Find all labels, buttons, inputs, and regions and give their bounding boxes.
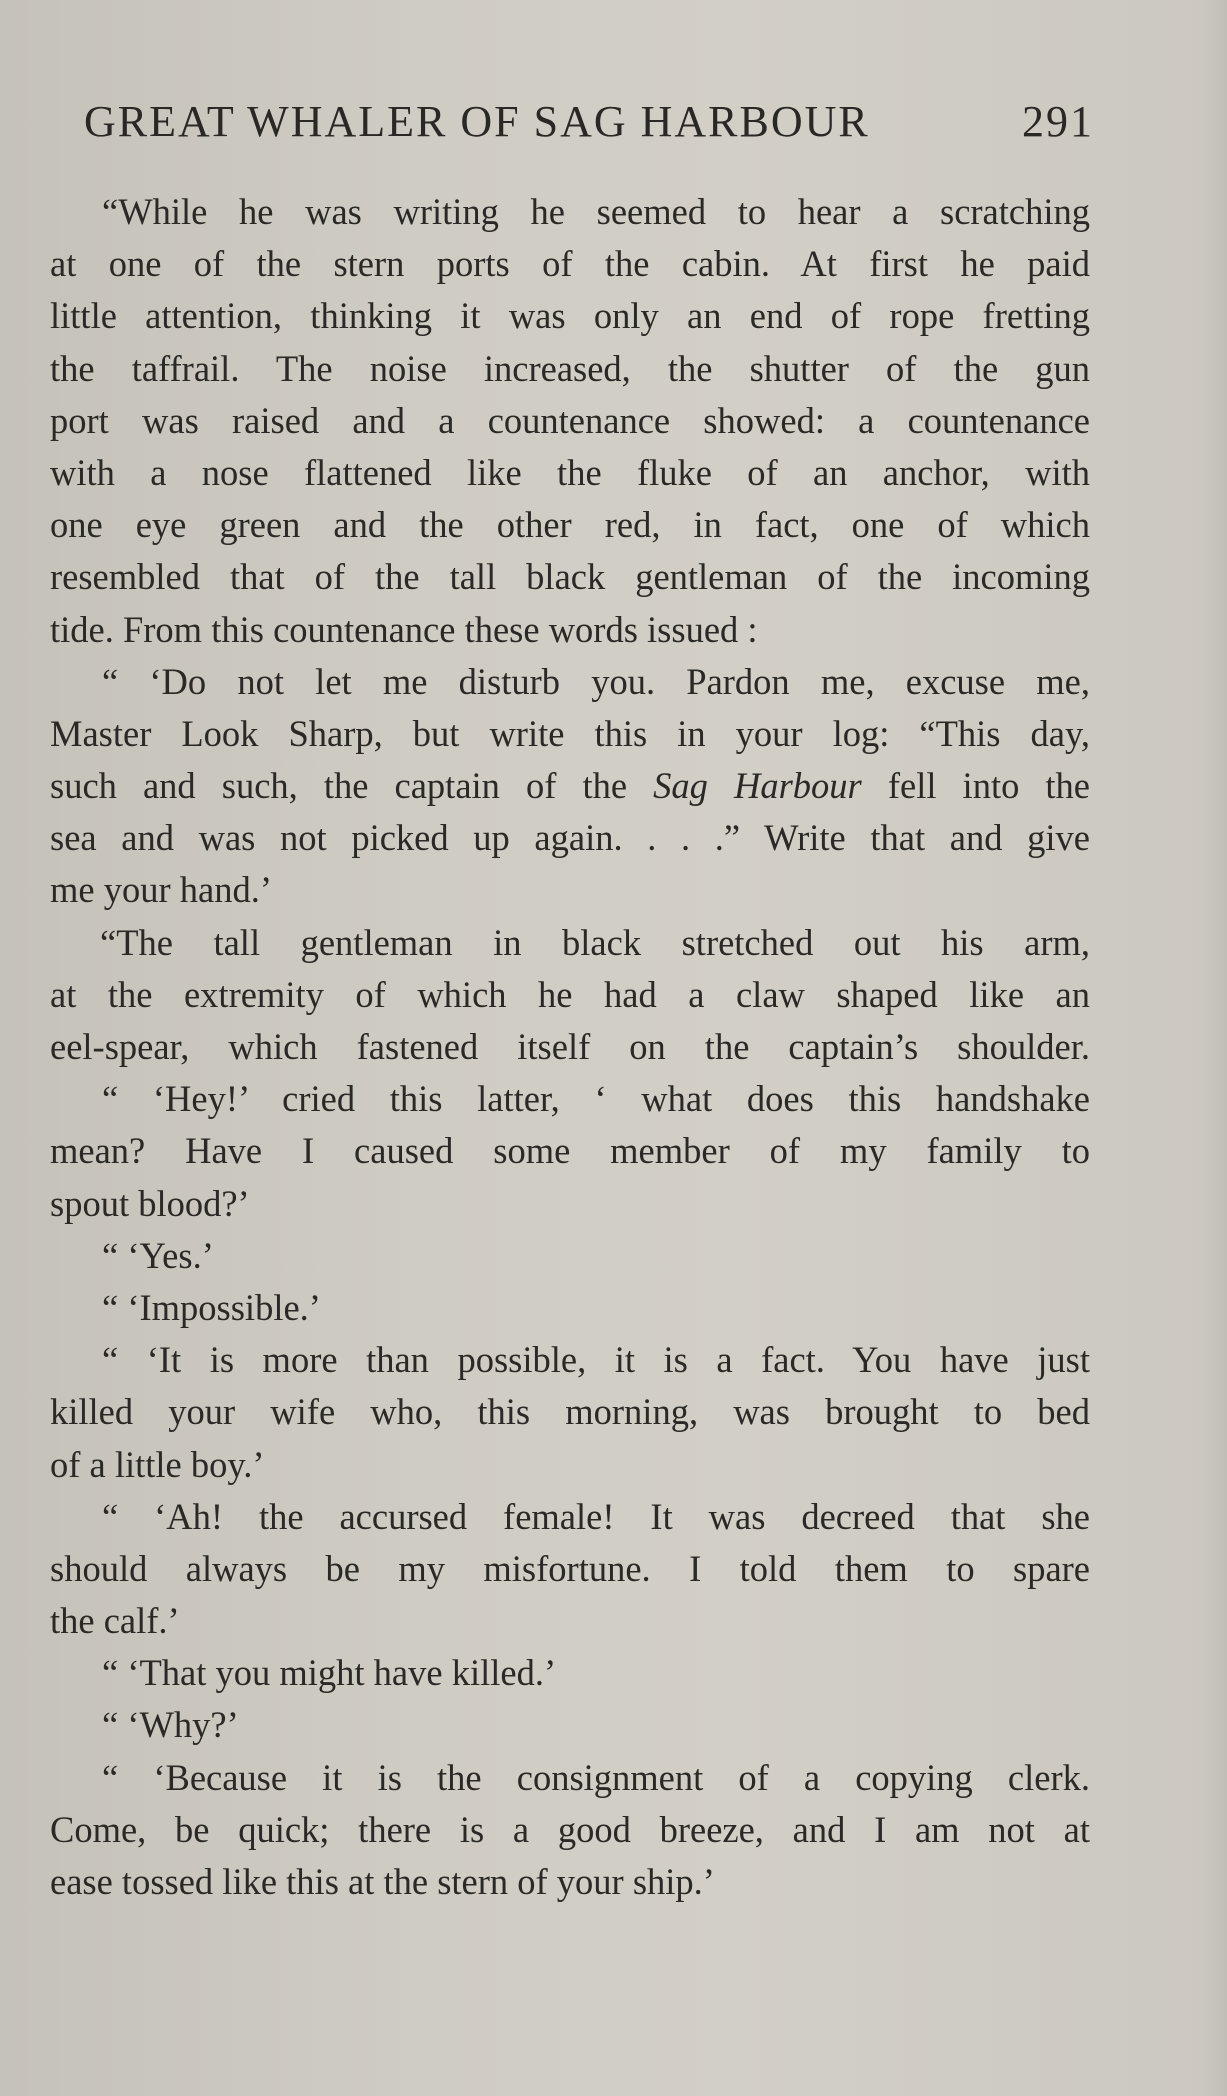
text-line: “While he was writing he seemed to hear a scratching: [102, 191, 1090, 232]
text-line: “ ‘It is more than possible, it is a fact. You have just: [102, 1339, 1090, 1381]
text-line: spout blood?’: [50, 1182, 250, 1224]
text-line: the calf.’: [50, 1600, 180, 1642]
text-line: one eye green and the other red, in fact, one of which: [50, 504, 1090, 546]
text-line: “The tall gentleman in black stretched out his arm,: [100, 921, 1090, 963]
text-line: Master Look Sharp, but write this in your log: “This day,: [50, 712, 1090, 754]
text-fragment: such and such, the captain of the: [50, 765, 628, 807]
text-line: Come, be quick; there is a good breeze, and I am not at: [50, 1808, 1090, 1850]
text-line: me your hand.’: [50, 869, 272, 911]
text-line: “ ‘Why?’: [102, 1704, 239, 1746]
page-edge-shadow: [1199, 0, 1227, 2096]
text-line: “ ‘Do not let me disturb you. Pardon me, excuse me,: [102, 660, 1090, 702]
text-line: at the extremity of which he had a claw shaped like an: [50, 973, 1090, 1015]
text-line: “ ‘Ah! the accursed female! It was decreed that she: [102, 1495, 1090, 1537]
text-line: killed your wife who, this morning, was brought to bed: [50, 1391, 1090, 1433]
text-line: should always be my misfortune. I told them to spare: [50, 1547, 1090, 1589]
text-line: little attention, thinking it was only an end of rope fretting: [50, 295, 1090, 337]
text-line: eel-spear, which fastened itself on the captain’s shoulder.: [50, 1026, 1090, 1067]
text-line: with a nose flattened like the fluke of an anchor, with: [50, 451, 1090, 493]
page-number: 291: [1022, 97, 1094, 146]
text-line: at one of the stern ports of the cabin. At first he paid: [50, 243, 1090, 285]
body-text: [50, 186, 1090, 1908]
text-line: “ ‘Because it is the consignment of a copying clerk.: [102, 1756, 1090, 1798]
text-line-with-italic: [50, 760, 1090, 812]
text-line: ease tossed like this at the stern of your ship.’: [50, 1861, 715, 1902]
text-line: of a little boy.’: [50, 1443, 265, 1485]
text-line: “ ‘That you might have killed.’: [102, 1652, 557, 1694]
ship-name-italic: Sag Harbour: [653, 765, 862, 807]
text-line: mean? Have I caused some member of my family to: [50, 1130, 1090, 1172]
running-head: [84, 92, 1094, 152]
text-line: port was raised and a countenance showed: a countenance: [50, 399, 1090, 441]
text-line: tide. From this countenance these words issued :: [50, 608, 758, 650]
text-fragment: fell into the: [887, 765, 1091, 807]
text-line: the taffrail. The noise increased, the shutter of the gun: [50, 347, 1090, 389]
running-title: GREAT WHALER OF SAG HARBOUR: [84, 97, 870, 146]
text-line: resembled that of the tall black gentleman of the incoming: [50, 556, 1090, 598]
text-line: “ ‘Hey!’ cried this latter, ‘ what does this handshake: [102, 1078, 1090, 1120]
text-line: “ ‘Impossible.’: [102, 1286, 321, 1328]
text-line: “ ‘Yes.’: [102, 1234, 214, 1276]
text-line: sea and was not picked up again. . . .” Write that and give: [50, 817, 1090, 859]
